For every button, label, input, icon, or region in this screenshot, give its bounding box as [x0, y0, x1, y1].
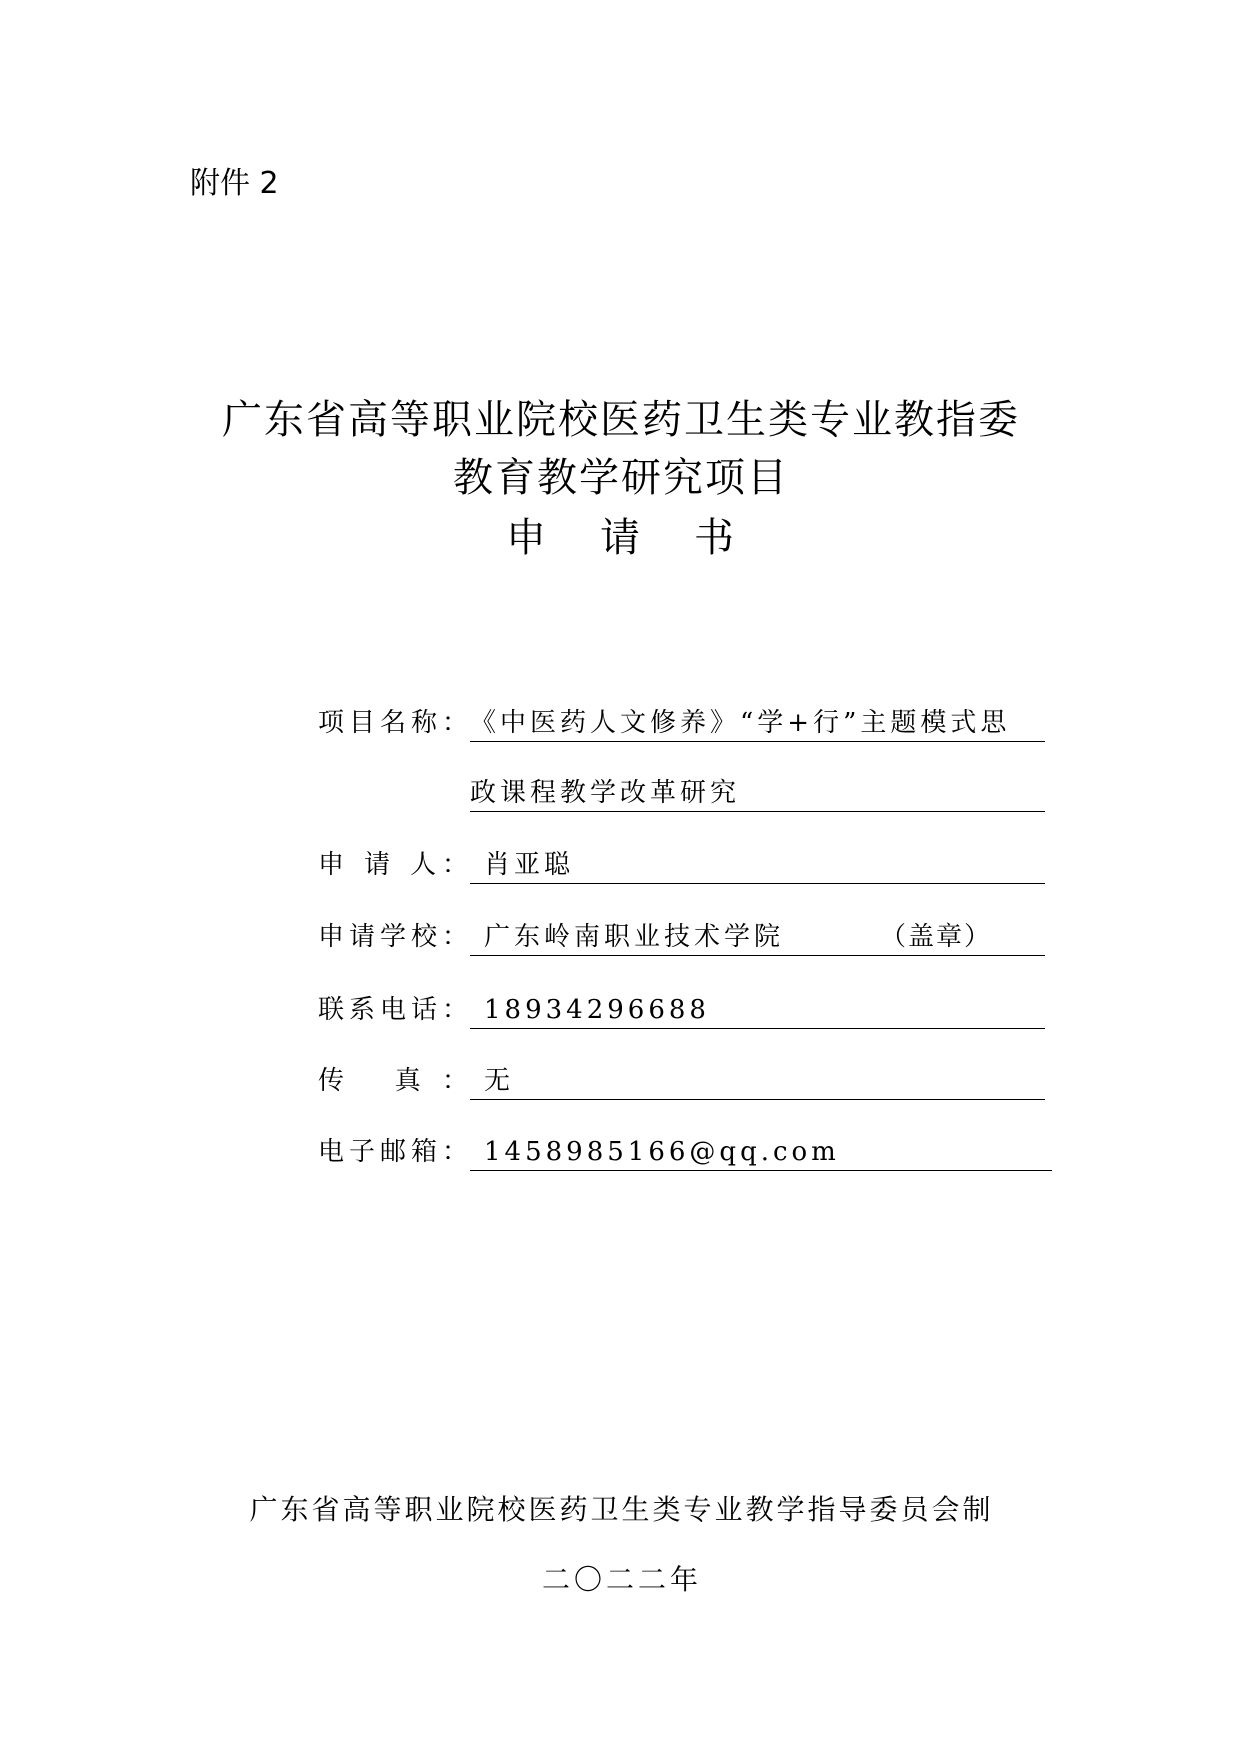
applicant-row	[318, 847, 1058, 883]
project-name-continuation-row	[318, 775, 1058, 811]
project-name-label: 项目名称：	[318, 708, 468, 738]
title-line-1: 广东省高等职业院校医药卫生类专业教指委	[222, 397, 1020, 443]
footer-organization: 广东省高等职业院校医药卫生类专业教学指导委员会制	[249, 1493, 994, 1526]
footer-year: 二〇二二年	[541, 1563, 702, 1596]
email-row	[318, 1134, 1058, 1170]
title-line-3: 申请书	[506, 515, 788, 561]
email-value: 1458985166@qq.com	[470, 1134, 1052, 1171]
project-name-value-line-1: 《中医药人文修养》“学+行”主题模式思	[470, 705, 1045, 742]
title-line-2: 教育教学研究项目	[453, 455, 789, 501]
project-name-value-line-2: 政课程教学改革研究	[470, 775, 1045, 812]
attachment-label: 附件 2	[190, 166, 279, 201]
project-name-row	[318, 705, 1058, 741]
applicant-label: 申 请 人：	[318, 850, 468, 880]
fax-row	[318, 1063, 1058, 1099]
school-row	[318, 919, 1058, 955]
school-field	[470, 919, 1045, 956]
phone-label: 联系电话：	[318, 995, 468, 1025]
phone-row	[318, 992, 1058, 1028]
school-value: 广东岭南职业技术学院	[484, 922, 785, 952]
fax-label: 传 真：	[318, 1066, 468, 1096]
fax-value: 无	[470, 1063, 1045, 1100]
school-label: 申请学校：	[318, 922, 468, 952]
email-label: 电子邮箱：	[318, 1137, 468, 1167]
phone-value: 18934296688	[470, 992, 1045, 1029]
seal-note: （盖章）	[880, 922, 993, 952]
applicant-value: 肖亚聪	[470, 847, 1045, 884]
